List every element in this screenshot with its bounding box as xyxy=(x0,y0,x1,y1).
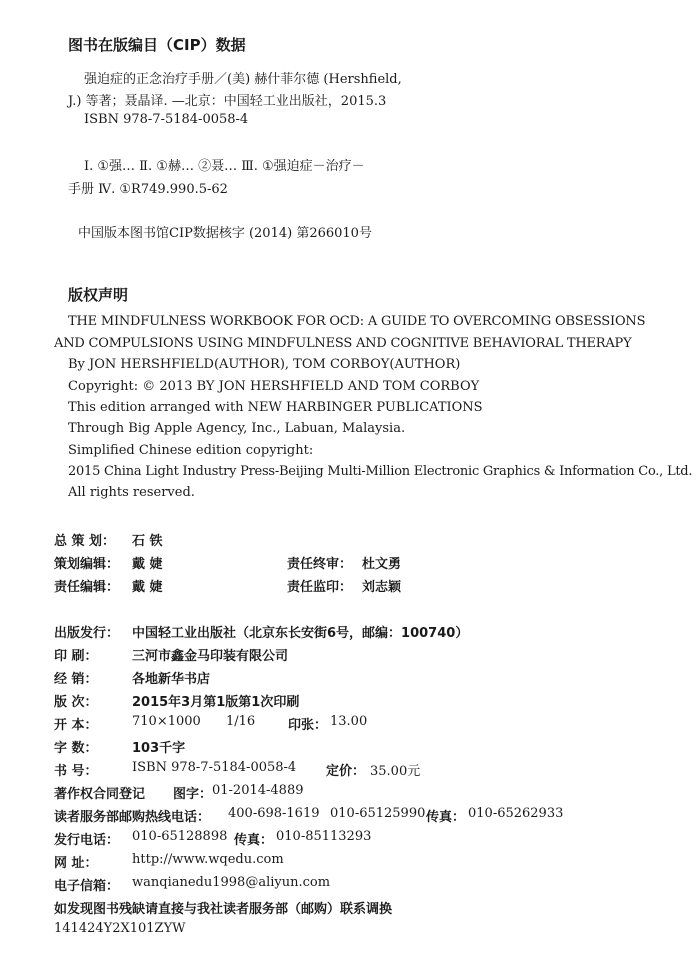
final-review-label: 责任终审： xyxy=(287,557,353,572)
cip-subject-1: Ⅰ. ①强… Ⅱ. ①赫… ②聂… Ⅲ. ①强迫症－治疗－ xyxy=(84,159,365,174)
rights-simplified: Simplified Chinese edition copyright: xyxy=(68,443,314,458)
publisher-value: 中国轻工业出版社（北京东长安街6号，邮编：100740） xyxy=(132,626,469,641)
distributor-label: 经 销： xyxy=(54,672,98,687)
price-value: 35.00元 xyxy=(370,764,421,779)
sheets-value: 13.00 xyxy=(330,714,368,729)
planner-label: 总 策 划： xyxy=(54,534,116,549)
sheets-label: 印张： xyxy=(288,718,328,733)
format-label: 开 本： xyxy=(54,718,98,733)
book-number-label: 书 号： xyxy=(54,764,98,779)
supervisor-label: 责任监印： xyxy=(287,580,353,595)
email-label: 电子信箱： xyxy=(54,879,120,894)
edition-value: 2015年3月第1版第1次印刷 xyxy=(132,695,300,710)
rights-through: Through Big Apple Agency, Inc., Labuan, Malaysia. xyxy=(68,421,406,436)
defect-note: 如发现图书残缺请直接与我社读者服务部（邮购）联系调换 xyxy=(54,902,393,917)
plan-editor-label: 策划编辑： xyxy=(54,557,120,572)
format-fold-value: 1/16 xyxy=(226,714,256,729)
rights-press: 2015 China Light Industry Press-Beijing Multi-Million Electronic Graphics & Information Co., Ltd. xyxy=(68,464,693,479)
dist-phone-value: 010-65128898 xyxy=(132,829,228,844)
words-value: 103千字 xyxy=(132,741,186,756)
fax2-value: 010-85113293 xyxy=(276,829,372,844)
fax2-label: 传真： xyxy=(234,833,274,848)
final-review-value: 杜文勇 xyxy=(362,557,402,572)
printer-label: 印 刷： xyxy=(54,649,98,664)
cip-line-1: 强迫症的正念治疗手册／(美) 赫什菲尔德 (Hershfield, xyxy=(84,72,402,87)
planner-value: 石 铁 xyxy=(132,534,163,549)
book-number-value: ISBN 978-7-5184-0058-4 xyxy=(132,760,297,775)
supervisor-value: 刘志颖 xyxy=(362,580,402,595)
cip-line-2: J.) 等著；聂晶译. —北京：中国轻工业出版社，2015.3 xyxy=(68,94,387,109)
rights-authors: By JON HERSHFIELD(AUTHOR), TOM CORBOY(AUTHOR) xyxy=(68,357,461,372)
format-value: 710×1000 xyxy=(132,714,201,729)
rights-reserved: All rights reserved. xyxy=(68,485,195,500)
dist-phone-label: 发行电话： xyxy=(54,833,120,848)
cip-heading: 图书在版编目（CIP）数据 xyxy=(68,36,246,54)
contract-label: 著作权合同登记 xyxy=(54,787,146,802)
price-label: 定价： xyxy=(326,764,366,779)
words-label: 字 数： xyxy=(54,741,98,756)
cip-subject-2: 手册 Ⅳ. ①R749.990.5-62 xyxy=(68,182,228,197)
edition-label: 版 次： xyxy=(54,695,98,710)
cip-record-number: 中国版本图书馆CIP数据核字 (2014) 第266010号 xyxy=(78,226,372,241)
website-label: 网 址： xyxy=(54,856,98,871)
resp-editor-value: 戴 婕 xyxy=(132,580,163,595)
contract-number-value: 01-2014-4889 xyxy=(212,783,304,798)
plan-editor-value: 戴 婕 xyxy=(132,557,163,572)
email-link[interactable]: wanqianedu1998@aliyun.com xyxy=(132,875,331,890)
publisher-label: 出版发行： xyxy=(54,626,120,641)
rights-copyright: Copyright: © 2013 BY JON HERSHFIELD AND TOM CORBOY xyxy=(68,379,480,394)
resp-editor-label: 责任编辑： xyxy=(54,580,120,595)
rights-title-2: AND COMPULSIONS USING MINDFULNESS AND COGNITIVE BEHAVIORAL THERAPY xyxy=(54,336,632,351)
rights-heading: 版权声明 xyxy=(68,286,129,304)
hotline-label: 读者服务部邮购热线电话： xyxy=(54,810,211,825)
fax-label: 传真： xyxy=(426,810,466,825)
distributor-value: 各地新华书店 xyxy=(132,672,211,687)
printer-value: 三河市鑫金马印装有限公司 xyxy=(132,649,289,664)
website-link[interactable]: http://www.wqedu.com xyxy=(132,852,284,867)
rights-arranged: This edition arranged with NEW HARBINGER PUBLICATIONS xyxy=(68,400,483,415)
cip-isbn: ISBN 978-7-5184-0058-4 xyxy=(84,112,249,127)
rights-title-1: THE MINDFULNESS WORKBOOK FOR OCD: A GUIDE TO OVERCOMING OBSESSIONS xyxy=(68,314,646,329)
hotline-value: 400-698-1619 xyxy=(228,806,320,821)
fax-value: 010-65262933 xyxy=(468,806,564,821)
catalog-code: 141424Y2X101ZYW xyxy=(54,921,186,936)
contract-number-label: 图字： xyxy=(173,787,213,802)
hotline-value-2: 010-65125990 xyxy=(330,806,426,821)
